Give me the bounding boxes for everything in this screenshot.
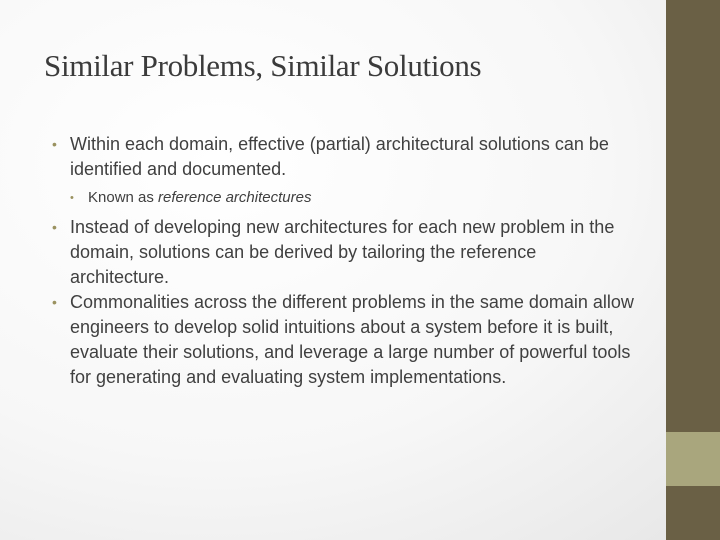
slide-body — [50, 132, 640, 390]
bullet-text: Instead of developing new architectures for each new problem in the domain, solutions can be derived by tailoring the reference architecture. — [70, 217, 615, 287]
bullet-icon: • — [52, 294, 57, 310]
sub-bullet-item — [68, 187, 640, 209]
bullet-icon: • — [52, 136, 57, 152]
bullet-icon: • — [52, 219, 57, 235]
sub-bullet-emphasis: reference architectures — [158, 189, 312, 206]
bullet-item — [50, 215, 640, 290]
side-decor-accent — [666, 432, 720, 486]
bullet-item — [50, 132, 640, 182]
bullet-item — [50, 290, 640, 390]
bullet-text: Commonalities across the different problems in the same domain allow engineers to develop solid intuitions about a system before it is built, evaluate their solutions, and leverage a large number of powerful tools for generating and evaluating system implementations. — [70, 292, 634, 387]
slide-title: Similar Problems, Similar Solutions — [44, 48, 482, 83]
bullet-text: Within each domain, effective (partial) architectural solutions can be identified and documented. — [70, 134, 609, 179]
bullet-icon: • — [70, 192, 74, 204]
sub-bullet-lead: Known as — [88, 189, 159, 206]
